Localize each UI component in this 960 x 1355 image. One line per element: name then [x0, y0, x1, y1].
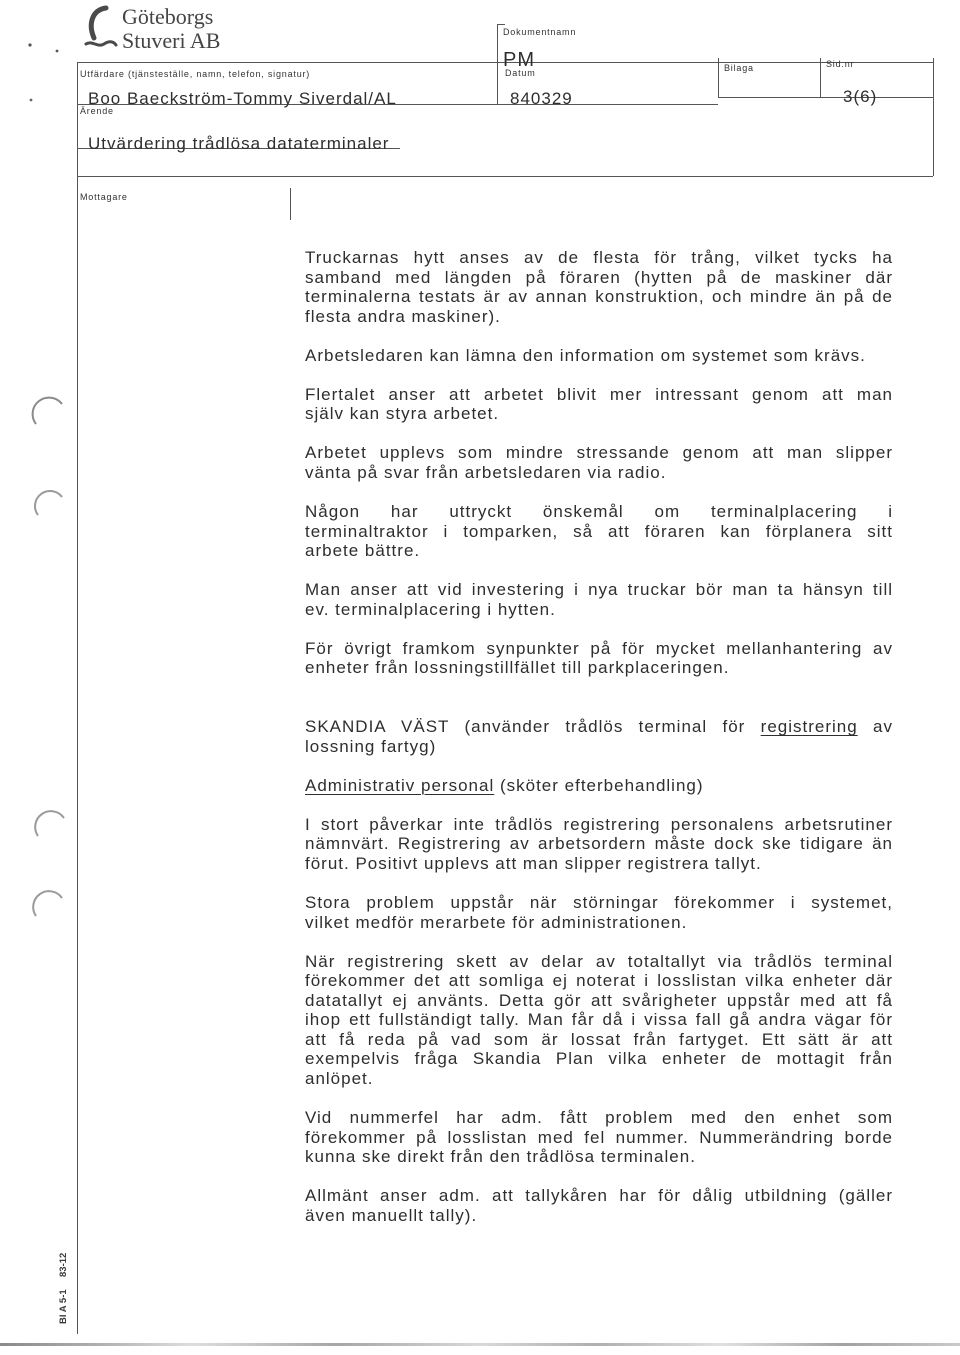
- text-line: Flertalet anser att arbetet blivit mer intressant genom att man: [305, 384, 893, 404]
- body-paragraph: [305, 385, 893, 424]
- text-line: samband med längden på föraren (hytten på de maskiner där: [305, 267, 893, 287]
- punch-hole-mark: [33, 398, 62, 424]
- text-line: Truckarnas hytt anses av de flesta för trång, vilket tycks ha: [305, 248, 893, 267]
- text-line: arbete bättre.: [305, 541, 421, 561]
- text-line: lossning fartyg): [305, 736, 437, 756]
- body-paragraph: [305, 502, 893, 561]
- text-line: Man anser att vid investering i nya truckar bör man ta hänsyn till: [305, 580, 893, 600]
- text-line: Allmänt anser adm. att tallykåren har för dålig utbildning (gäller: [305, 1186, 893, 1206]
- text-line: enheter från lossningstillfället till parkplaceringen.: [305, 658, 730, 678]
- text-line: även manuellt tally).: [305, 1205, 478, 1225]
- document-name-bracket: [497, 24, 498, 104]
- text-line: När registrering skett av delar av totaltallyt via trådlös terminal: [305, 951, 893, 971]
- text-line: nämnvärt. Registrering av arbetsordern måste dock ske tidigare än: [305, 834, 893, 854]
- form-print-date: 83-12: [58, 1252, 69, 1277]
- attachment-box-rule: [718, 58, 719, 98]
- company-name-line2: Stuveri AB: [122, 28, 221, 53]
- recipient-label: Mottagare: [80, 192, 128, 202]
- page-row-rule: [718, 97, 933, 98]
- text-segment: SKANDIA VÄST (använder trådlös terminal för: [305, 717, 761, 737]
- issuer-value: Boo Baeckström-Tommy Siverdal/AL: [88, 89, 397, 108]
- scan-marks: [0, 0, 75, 1355]
- header-bottom-rule: [77, 176, 933, 177]
- body-paragraph: [305, 893, 893, 932]
- text-line: För övrigt framkom synpunkter på för mycket mellanhantering av: [305, 638, 893, 658]
- text-line: förekommer på losslistan med fel nummer. Nummerändring borde: [305, 1127, 893, 1147]
- subject-label: Ärende: [80, 106, 114, 116]
- punch-hole-mark: [35, 491, 62, 515]
- text-line: I stort påverkar inte trådlös registrering personalens arbetsrutiner: [305, 814, 893, 834]
- recipient-box-rule: [290, 188, 291, 220]
- issuer-label: Utfärdare (tjänsteställe, namn, telefon, signatur): [80, 69, 311, 79]
- body-paragraph: [305, 580, 893, 619]
- text-line: Någon har uttryckt önskemål om terminalplacering i: [305, 502, 893, 522]
- punch-hole-mark: [33, 891, 62, 916]
- page-label: Sid.nr: [826, 59, 855, 69]
- scan-speck: [56, 50, 59, 53]
- text-line: terminaltraktor i tomparken, så att föraren kan förplanera sitt: [305, 521, 893, 541]
- text-line: datatallyt ej använts. Detta gör att svårigheter uppstår med att få: [305, 990, 893, 1010]
- text-line: Stora problem uppstår när störningar förekommer i systemet,: [305, 893, 893, 913]
- date-value: 840329: [510, 89, 573, 108]
- text-line: ihop ett fullständigt tally. Man får då i vissa fall gå andra vägar för: [305, 1010, 893, 1030]
- body-paragraph: [305, 346, 893, 366]
- body-paragraph: [305, 776, 893, 796]
- body-paragraph: [305, 639, 893, 678]
- header-right-rule: [933, 58, 934, 176]
- company-name-line1: Göteborgs: [122, 4, 214, 29]
- page-number-value: 3(6): [843, 87, 878, 106]
- body-paragraph: [305, 443, 893, 482]
- body-paragraph: [305, 1108, 893, 1167]
- subject-value: Utvärdering trådlösa dataterminaler: [88, 134, 390, 153]
- text-line: [305, 717, 893, 737]
- document-name-label: Dokumentnamn: [503, 27, 577, 37]
- text-line: Arbetet upplevs som mindre stressande genom att man slipper: [305, 443, 893, 463]
- company-logo-icon: [82, 4, 118, 50]
- body-paragraph: [305, 717, 893, 756]
- text-line: att få reda på vad som är lossat från fartyget. Ett sätt är att: [305, 1029, 893, 1049]
- body-paragraph: [305, 952, 893, 1089]
- text-line: kunna ske direkt från den trådlösa terminalen.: [305, 1147, 696, 1167]
- text-line: vilket medför merarbete för administrationen.: [305, 912, 688, 932]
- text-line: själv kan styra arbetet.: [305, 404, 500, 424]
- text-segment: (sköter efterbehandling): [494, 775, 704, 795]
- body-paragraph: [305, 248, 893, 326]
- scan-speck: [30, 99, 33, 102]
- scan-bottom-edge: [0, 1343, 960, 1346]
- form-code: BI A 5-1: [58, 1289, 69, 1324]
- text-line: terminalerna testats är av annan konstruktion, och mindre än på de: [305, 287, 893, 307]
- document-name-value: PM: [503, 49, 535, 71]
- text-line: exempelvis fråga Skandia Plan vilka enheter de mottagit från: [305, 1049, 893, 1069]
- text-line: ev. terminalplacering i hytten.: [305, 599, 556, 619]
- page-box-rule: [820, 58, 821, 98]
- left-margin-rule: [77, 62, 78, 1334]
- underlined-text: registrering: [760, 717, 858, 737]
- text-line: förekommer det att somliga ej noterat i losslistan vilka enheter där: [305, 971, 893, 991]
- text-line: [305, 776, 893, 796]
- date-label: Datum: [505, 68, 536, 78]
- punch-hole-mark: [35, 811, 64, 836]
- form-margin-print: [58, 1240, 70, 1324]
- text-segment: av: [857, 717, 893, 737]
- scan-speck: [28, 43, 31, 46]
- text-line: Vid nummerfel har adm. fått problem med den enhet som: [305, 1108, 893, 1128]
- text-line: förut. Positivt upplevs att man slipper registrera tallyt.: [305, 853, 762, 873]
- attachment-label: Bilaga: [724, 63, 754, 73]
- text-line: Arbetsledaren kan lämna den information om systemet som krävs.: [305, 345, 866, 365]
- body-paragraph: [305, 1186, 893, 1225]
- document-name-bracket-top: [497, 24, 505, 25]
- text-line: vänta på svar från arbetsledaren via radio.: [305, 463, 667, 483]
- text-line: anlöpet.: [305, 1068, 374, 1088]
- underlined-text: Administrativ personal: [305, 775, 495, 795]
- memo-body: [305, 248, 893, 1245]
- text-line: flesta andra maskiner).: [305, 306, 501, 326]
- body-paragraph: [305, 815, 893, 874]
